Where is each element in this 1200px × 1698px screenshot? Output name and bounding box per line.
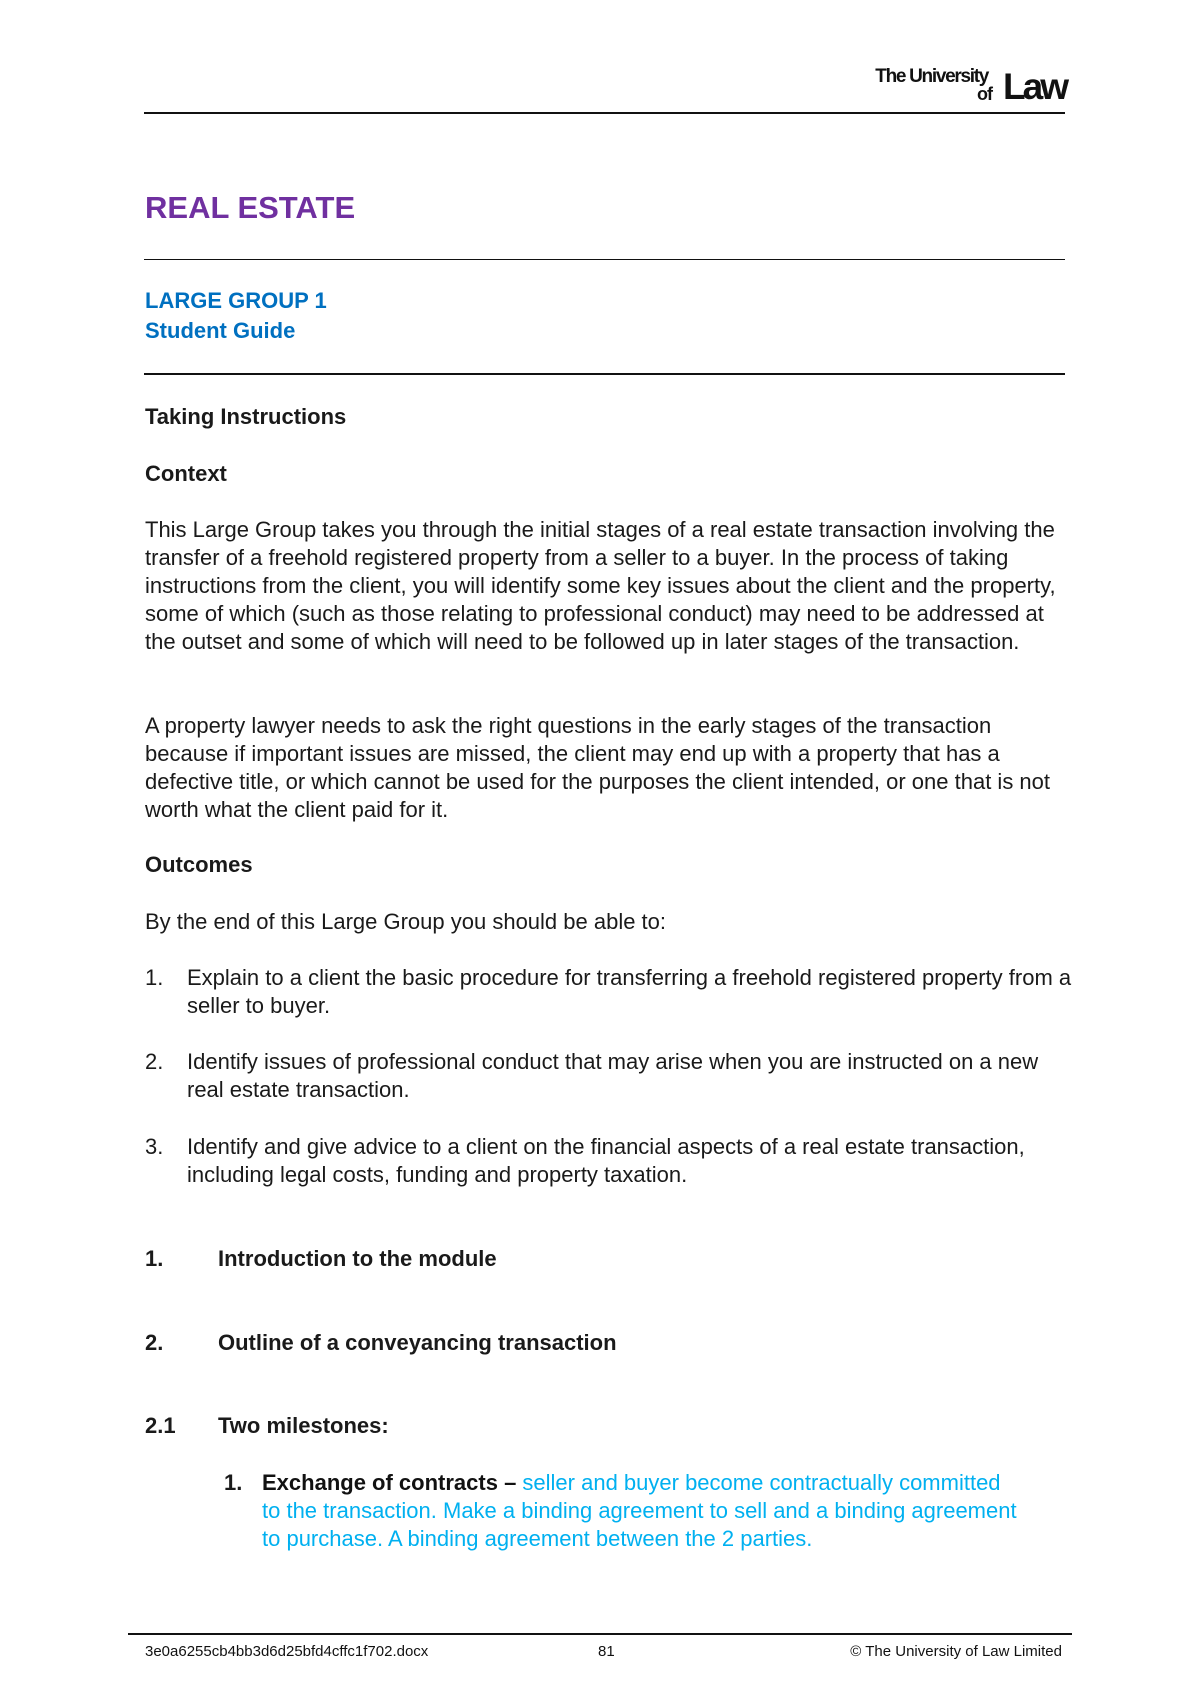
section-number: 2.1 xyxy=(145,1413,176,1438)
section-title: Outline of a conveyancing transaction xyxy=(218,1330,617,1355)
milestone-lead: Exchange of contracts – xyxy=(262,1470,523,1495)
milestone-text xyxy=(262,1469,1022,1553)
university-logo xyxy=(860,66,1066,106)
header-rule xyxy=(144,112,1065,114)
outcomes-heading: Outcomes xyxy=(145,852,253,877)
subtitle-rule xyxy=(144,373,1065,375)
section-number: 2. xyxy=(145,1330,164,1355)
outcome-text: Identify and give advice to a client on the financial aspects of a real estate transaction, including legal costs, funding and property taxation. xyxy=(187,1134,1025,1187)
footer-filename: 3e0a6255cb4bb3d6d25bfd4cffc1f702.docx xyxy=(145,1643,429,1660)
logo-line1: The University xyxy=(875,66,988,87)
milestone-body: seller and buyer become contractually committed to the transaction. Make a binding agreement to sell and a binding agreement to purchase. A binding agreement between the 2 parties. xyxy=(262,1470,1017,1551)
outcome-number: 1. xyxy=(145,965,164,990)
guide-label: Student Guide xyxy=(145,318,296,343)
outcome-text: Identify issues of professional conduct that may arise when you are instructed on a new real estate transaction. xyxy=(187,1049,1039,1102)
section-title: Introduction to the module xyxy=(218,1246,497,1271)
footer-page-number: 81 xyxy=(598,1643,615,1660)
section-number: 1. xyxy=(145,1246,164,1271)
outcome-number: 2. xyxy=(145,1049,164,1074)
title-rule xyxy=(144,259,1065,260)
outcome-text: Explain to a client the basic procedure for transferring a freehold registered property from a seller to buyer. xyxy=(187,965,1072,1018)
context-paragraph-1: This Large Group takes you through the initial stages of a real estate transaction involving the transfer of a freehold registered property from a seller to a buyer. In the process of taking instructions from the client, you will identify some key issues about the client and the property, some of which (such as those relating to professional conduct) may need to be addressed at the outset and some of which will need to be followed up in later stages of the transaction. xyxy=(145,517,1056,654)
footer-rule xyxy=(128,1633,1072,1635)
section-heading: Taking Instructions xyxy=(145,404,347,429)
outcome-number: 3. xyxy=(145,1134,164,1159)
logo-law: Law xyxy=(1003,66,1066,107)
context-heading: Context xyxy=(145,461,227,486)
footer-copyright: © The University of Law Limited xyxy=(850,1643,1062,1660)
outcomes-intro: By the end of this Large Group you should be able to: xyxy=(145,909,667,934)
section-title: Two milestones: xyxy=(218,1413,389,1438)
milestone-number: 1. xyxy=(224,1470,243,1495)
group-label: LARGE GROUP 1 xyxy=(145,288,327,313)
logo-of: of xyxy=(977,84,992,104)
context-paragraph-2: A property lawyer needs to ask the right questions in the early stages of the transaction because if important issues are missed, the client may end up with a property that has a defective title, or which cannot be used for the purposes the client intended, or one that is not worth what the client paid for it. xyxy=(145,713,1051,822)
document-title: REAL ESTATE xyxy=(145,190,356,225)
